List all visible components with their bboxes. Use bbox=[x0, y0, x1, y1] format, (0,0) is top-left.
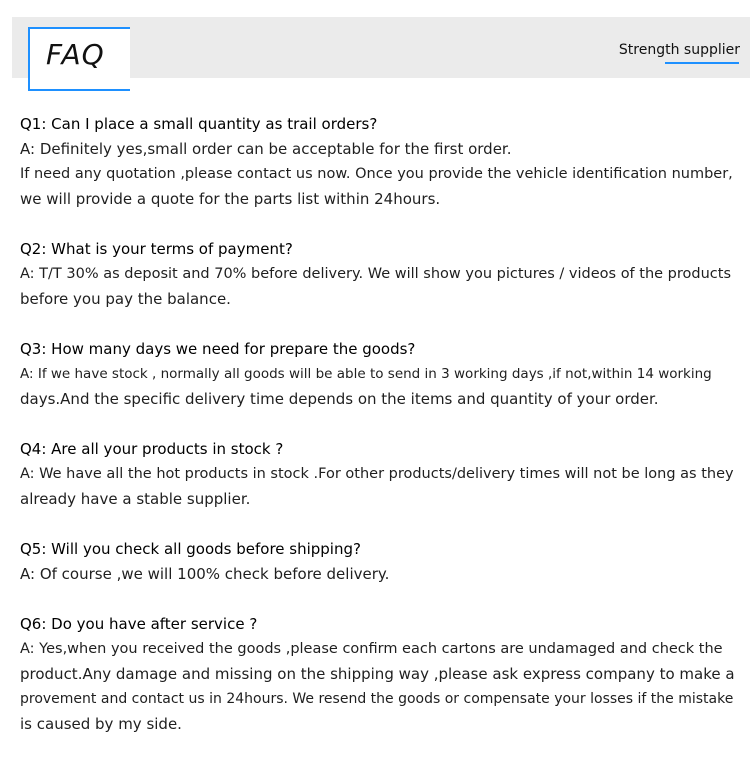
tagline: Strength supplier bbox=[618, 42, 740, 58]
faq-answer-line: provement and contact us in 24hours. We resend the goods or compensate your losses if the mistake bbox=[20, 691, 734, 707]
faq-question: Q6: Do you have after service ? bbox=[20, 615, 258, 633]
faq-item bbox=[20, 437, 735, 512]
faq-answer-line: we will provide a quote for the parts list within 24hours. bbox=[20, 190, 441, 208]
faq-item bbox=[20, 237, 735, 312]
faq-title-box bbox=[28, 27, 130, 91]
faq-answer-line: already have a stable supplier. bbox=[20, 490, 251, 508]
faq-answer-line: If need any quotation ,please contact us now. Once you provide the vehicle identification number, bbox=[20, 166, 733, 182]
faq-answer-line: A: Of course ,we will 100% check before delivery. bbox=[20, 565, 390, 583]
faq-answer-line: is caused by my side. bbox=[20, 715, 182, 733]
faq-answer-line: A: Definitely yes,small order can be acceptable for the first order. bbox=[20, 140, 512, 158]
faq-question: Q5: Will you check all goods before shipping? bbox=[20, 540, 361, 558]
faq-question: Q2: What is your terms of payment? bbox=[20, 240, 293, 258]
tagline-underline bbox=[665, 62, 739, 64]
faq-question: Q1: Can I place a small quantity as trail orders? bbox=[20, 115, 378, 133]
faq-answer-line: days.And the specific delivery time depends on the items and quantity of your order. bbox=[20, 390, 659, 408]
faq-answer-line: A: Yes,when you received the goods ,please confirm each cartons are undamaged and check the bbox=[20, 641, 723, 657]
faq-answer-line: before you pay the balance. bbox=[20, 290, 231, 308]
faq-answer-line: product.Any damage and missing on the shipping way ,please ask express company to make a bbox=[20, 665, 735, 683]
page-title: FAQ bbox=[46, 38, 105, 71]
faq-answer-line: A: T/T 30% as deposit and 70% before delivery. We will show you pictures / videos of the products bbox=[20, 266, 732, 282]
faq-item bbox=[20, 612, 735, 737]
faq-item bbox=[20, 337, 735, 412]
faq-question: Q3: How many days we need for prepare the goods? bbox=[20, 340, 416, 358]
faq-answer-line: A: If we have stock , normally all goods will be able to send in 3 working days ,if not,within 14 working bbox=[20, 366, 712, 382]
faq-item bbox=[20, 537, 735, 587]
faq-item bbox=[20, 112, 735, 212]
faq-list bbox=[20, 112, 735, 762]
faq-question: Q4: Are all your products in stock ? bbox=[20, 440, 284, 458]
faq-answer-line: A: We have all the hot products in stock .For other products/delivery times will not be long as they bbox=[20, 466, 734, 482]
